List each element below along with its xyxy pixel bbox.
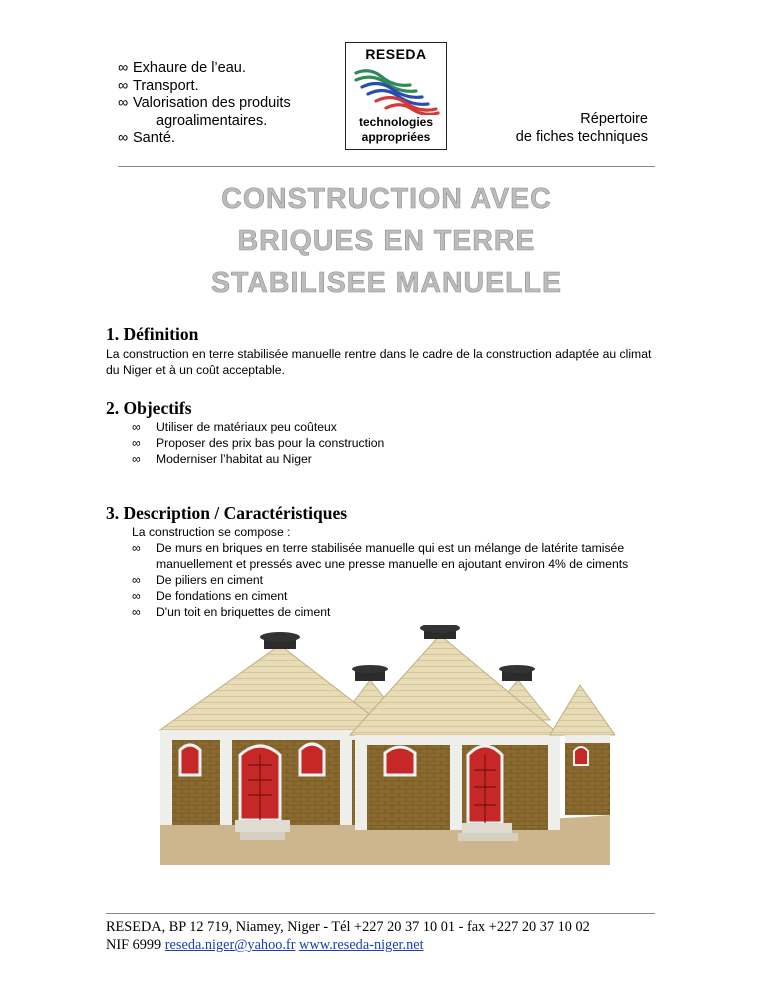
topic-item-continuation: agroalimentaires.: [156, 112, 268, 129]
topics-list: [118, 60, 291, 148]
list-item: ∞ D'un toit en briquettes de ciment: [132, 605, 331, 619]
infinity-bullet-icon: ∞: [118, 77, 129, 94]
infinity-bullet-icon: ∞: [132, 420, 141, 434]
header-divider: [118, 166, 655, 167]
objectifs-list: [132, 419, 652, 467]
definition-text: La construction en terre stabilisée manuelle rentre dans le cadre de la construction adaptée au climat du Niger et à un coût acceptable.: [106, 347, 652, 377]
repertoire-label: Répertoire de fiches techniques: [515, 111, 648, 145]
list-item: ∞ De fondations en ciment: [132, 589, 288, 603]
list-item: ∞ De piliers en ciment: [132, 573, 264, 587]
page-title: CONSTRUCTION AVEC BRIQUES EN TERRE STABILISEE MANUELLE: [211, 183, 562, 299]
topic-item: ∞ Santé.: [118, 130, 175, 146]
infinity-bullet-icon: ∞: [118, 95, 129, 111]
infinity-bullet-icon: ∞: [132, 605, 141, 619]
topic-item: ∞ Exhaure de l’eau.: [118, 60, 246, 76]
logo-stripes-icon: [352, 63, 442, 115]
list-item: ∞ Utiliser de matériaux peu coûteux: [132, 420, 337, 434]
footer-divider: [106, 913, 655, 914]
logo-tagline: technologies appropriées: [358, 115, 433, 144]
section-heading-description: 3. Description / Caractéristiques: [106, 503, 348, 523]
footer-address: RESEDA, BP 12 719, Niamey, Niger - Tél +227 20 37 10 01 - fax +227 20 37 10 02: [106, 919, 590, 935]
list-item: ∞ Moderniser l’habitat au Niger: [132, 452, 312, 466]
list-item: ∞ De murs en briques en terre stabilisée manuelle qui est un mélange de latérite tamisée manuellement et pressés avec une presse manuelle en ajoutant environ 4% de ciments: [132, 541, 629, 571]
topic-item: ∞ Transport.: [118, 77, 199, 94]
footer-contact: NIF 6999 reseda.niger@yahoo.fr www.reseda-niger.net: [106, 937, 424, 953]
description-list: [132, 524, 660, 620]
infinity-bullet-icon: ∞: [132, 452, 141, 466]
infinity-bullet-icon: ∞: [132, 573, 141, 587]
building-photo: [140, 625, 615, 865]
description-intro: La construction se compose :: [132, 525, 291, 539]
infinity-bullet-icon: ∞: [118, 60, 129, 76]
section-heading-objectifs: 2. Objectifs: [106, 398, 192, 418]
infinity-bullet-icon: ∞: [132, 589, 141, 603]
reseda-logo: [345, 42, 447, 150]
infinity-bullet-icon: ∞: [132, 436, 141, 450]
footer: [106, 918, 590, 954]
list-item: ∞ Proposer des prix bas pour la construction: [132, 436, 385, 450]
infinity-bullet-icon: ∞: [118, 130, 129, 146]
section-heading-definition: 1. Définition: [106, 324, 199, 344]
website-link[interactable]: www.reseda-niger.net: [299, 937, 424, 953]
infinity-bullet-icon: ∞: [132, 541, 141, 555]
logo-name: RESEDA: [365, 46, 427, 62]
email-link[interactable]: reseda.niger@yahoo.fr: [164, 937, 296, 953]
topic-item: ∞ Valorisation des produits: [118, 95, 291, 111]
